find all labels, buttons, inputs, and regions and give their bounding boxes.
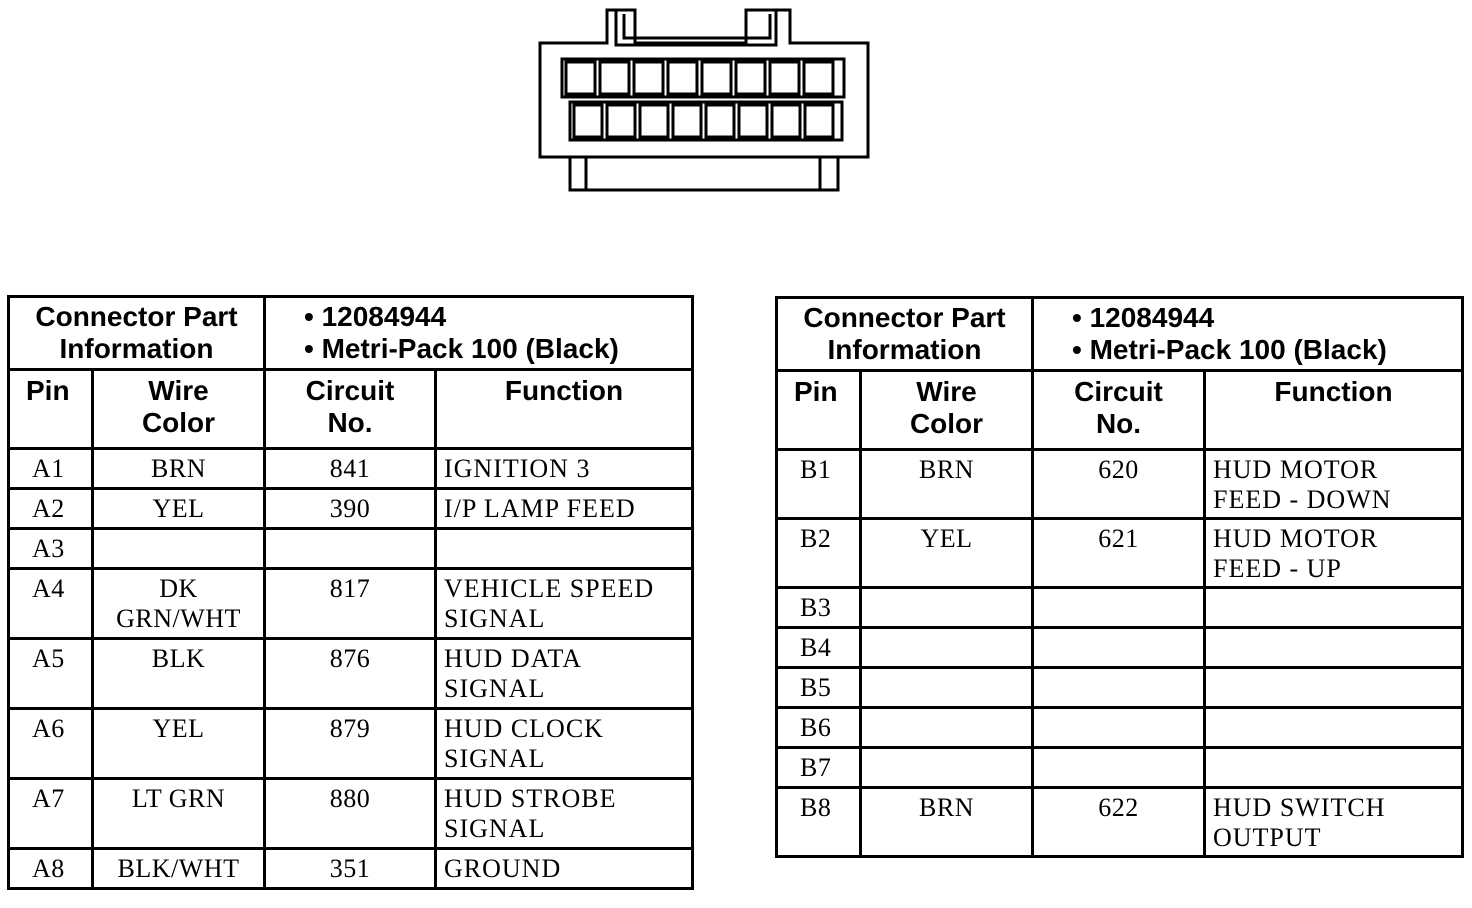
connector-cavity-a2 — [600, 62, 629, 94]
circuit-cell — [1033, 588, 1205, 628]
function-cell — [1205, 668, 1463, 708]
wire-color-cell — [861, 628, 1033, 668]
table-row — [777, 628, 1463, 668]
table-row — [9, 489, 693, 529]
connector-cavity-b7 — [772, 105, 800, 137]
wire-color-cell: BLK/WHT — [93, 849, 265, 889]
connector-cavity-a6 — [736, 62, 765, 94]
pin-cell: B3 — [777, 588, 861, 628]
pin-cell: A8 — [9, 849, 93, 889]
connector-cavity-b3 — [640, 105, 668, 137]
column-header-pin: Pin — [777, 371, 861, 450]
circuit-cell: 622 — [1033, 788, 1205, 857]
wire-color-cell: YEL — [861, 519, 1033, 588]
wire-color-cell: BRN — [861, 788, 1033, 857]
table-row — [777, 519, 1463, 588]
connector-a-pin-table — [7, 295, 694, 890]
wire-color-cell: BRN — [861, 450, 1033, 519]
pin-cell: A3 — [9, 529, 93, 569]
connector-foot-left — [570, 157, 838, 190]
pin-cell: B6 — [777, 708, 861, 748]
connector-cavity-b4 — [673, 105, 701, 137]
connector-part-label-line2: Information — [827, 334, 982, 365]
connector-part-info-values — [265, 297, 693, 370]
pin-cell: A7 — [9, 779, 93, 849]
function-cell: IGNITION 3 — [436, 449, 693, 489]
table-row — [9, 709, 693, 779]
circuit-cell — [1033, 628, 1205, 668]
function-cell — [1205, 708, 1463, 748]
pin-cell: B5 — [777, 668, 861, 708]
table-row — [9, 449, 693, 489]
connector-part-label-line1: Connector Part — [35, 301, 238, 332]
function-cell: VEHICLE SPEED SIGNAL — [436, 569, 693, 639]
pin-cell: A6 — [9, 709, 93, 779]
wire-color-cell — [861, 748, 1033, 788]
function-cell: HUD DATA SIGNAL — [436, 639, 693, 709]
function-cell: HUD SWITCH OUTPUT — [1205, 788, 1463, 857]
column-header-circuit-no: Circuit No. — [265, 370, 436, 449]
table-row — [9, 849, 693, 889]
wire-color-cell — [861, 668, 1033, 708]
connector-face-diagram — [0, 0, 1472, 240]
wire-color-cell: BLK — [93, 639, 265, 709]
function-cell — [1205, 628, 1463, 668]
column-header-wire-color: Wire Color — [861, 371, 1033, 450]
wire-color-cell: YEL — [93, 489, 265, 529]
circuit-cell: 621 — [1033, 519, 1205, 588]
pin-cell: A2 — [9, 489, 93, 529]
pin-cell: A1 — [9, 449, 93, 489]
circuit-cell: 879 — [265, 709, 436, 779]
connector-cavity-a4 — [668, 62, 697, 94]
circuit-cell — [265, 529, 436, 569]
column-header-function: Function — [1205, 371, 1463, 450]
circuit-cell: 351 — [265, 849, 436, 889]
circuit-cell: 876 — [265, 639, 436, 709]
circuit-cell — [1033, 668, 1205, 708]
connector-cavity-b6 — [739, 105, 767, 137]
table-row — [777, 788, 1463, 857]
table-row — [9, 639, 693, 709]
connector-cavity-a8 — [804, 62, 833, 94]
connector-part-type: • Metri-Pack 100 (Black) — [1072, 334, 1387, 365]
table-row — [777, 748, 1463, 788]
circuit-cell — [1033, 708, 1205, 748]
pin-cell: B8 — [777, 788, 861, 857]
connector-part-info-label — [777, 298, 1033, 371]
connector-cavity-b1 — [574, 105, 602, 137]
table-row — [777, 588, 1463, 628]
connector-cavity-b5 — [706, 105, 734, 137]
function-cell — [1205, 588, 1463, 628]
function-cell — [436, 529, 693, 569]
wire-color-cell — [861, 588, 1033, 628]
column-header-wire-color: Wire Color — [93, 370, 265, 449]
pin-cell: B2 — [777, 519, 861, 588]
table-row — [9, 779, 693, 849]
pin-cell: B4 — [777, 628, 861, 668]
table-row — [777, 450, 1463, 519]
circuit-cell: 817 — [265, 569, 436, 639]
wire-color-cell: LT GRN — [93, 779, 265, 849]
circuit-cell: 841 — [265, 449, 436, 489]
column-header-function: Function — [436, 370, 693, 449]
pin-cell: B1 — [777, 450, 861, 519]
wire-color-cell: YEL — [93, 709, 265, 779]
connector-cavity-b2 — [607, 105, 635, 137]
function-cell: HUD CLOCK SIGNAL — [436, 709, 693, 779]
function-cell: HUD MOTOR FEED - UP — [1205, 519, 1463, 588]
connector-part-number: • 12084944 — [1072, 302, 1215, 333]
connector-part-number: • 12084944 — [304, 301, 447, 332]
column-header-circuit-no: Circuit No. — [1033, 371, 1205, 450]
connector-part-label-line1: Connector Part — [803, 302, 1006, 333]
wire-color-cell — [861, 708, 1033, 748]
connector-cavity-b8 — [805, 105, 833, 137]
circuit-cell: 880 — [265, 779, 436, 849]
connector-part-label-line2: Information — [59, 333, 214, 364]
wire-color-cell — [93, 529, 265, 569]
function-cell — [1205, 748, 1463, 788]
circuit-cell: 390 — [265, 489, 436, 529]
connector-latch — [616, 10, 776, 45]
function-cell: HUD STROBE SIGNAL — [436, 779, 693, 849]
connector-cavity-a1 — [566, 62, 595, 94]
connector-cavity-a3 — [634, 62, 663, 94]
circuit-cell: 620 — [1033, 450, 1205, 519]
pin-cell: A5 — [9, 639, 93, 709]
connector-part-info-label — [9, 297, 265, 370]
table-row — [9, 529, 693, 569]
function-cell: GROUND — [436, 849, 693, 889]
pin-cell: A4 — [9, 569, 93, 639]
connector-b-pin-table — [775, 296, 1464, 858]
connector-part-info-values — [1033, 298, 1463, 371]
connector-cavity-a5 — [702, 62, 731, 94]
function-cell: HUD MOTOR FEED - DOWN — [1205, 450, 1463, 519]
connector-cavity-a7 — [770, 62, 799, 94]
table-row — [9, 569, 693, 639]
column-header-pin: Pin — [9, 370, 93, 449]
table-row — [777, 668, 1463, 708]
table-row — [777, 708, 1463, 748]
circuit-cell — [1033, 748, 1205, 788]
wire-color-cell: BRN — [93, 449, 265, 489]
wire-color-cell: DK GRN/WHT — [93, 569, 265, 639]
connector-part-type: • Metri-Pack 100 (Black) — [304, 333, 619, 364]
pin-cell: B7 — [777, 748, 861, 788]
function-cell: I/P LAMP FEED — [436, 489, 693, 529]
